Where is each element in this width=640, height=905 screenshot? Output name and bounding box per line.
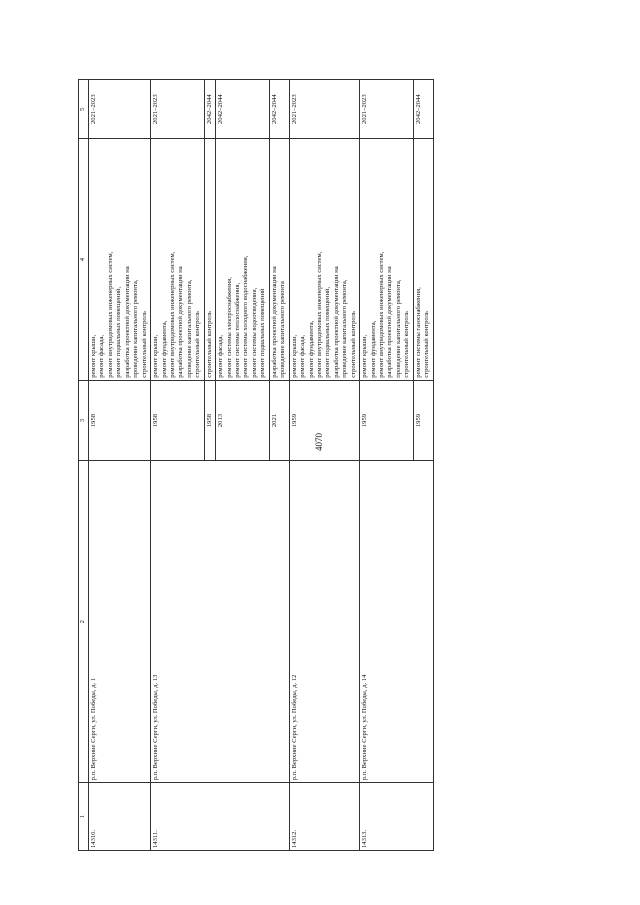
works-cell <box>269 139 289 380</box>
work-item: ремонт системы водоотведения, <box>250 287 258 378</box>
header-cell: 4 <box>79 139 89 380</box>
works-cell <box>216 139 270 380</box>
address-cell: р.п. Верхние Серги, ул. Победы, д. 13 <box>151 461 290 783</box>
work-item: строительный контроль <box>349 311 357 378</box>
work-item: ремонт системы электроснабжения, <box>225 277 233 378</box>
work-item: ремонт фундамента, <box>307 320 315 378</box>
works-cell <box>89 139 151 380</box>
period-cell: 2021–2023 <box>289 80 360 139</box>
work-item: ремонт внутридомовых инженерных систем, <box>315 251 323 378</box>
year-cell: 1958 <box>204 380 215 460</box>
works-cell <box>289 139 360 380</box>
work-item: разработка проектной документации на <box>123 266 131 378</box>
works-cell <box>360 139 414 380</box>
row-number-cell: 14311. <box>151 783 290 851</box>
work-item: ремонт фундамента, <box>369 320 377 378</box>
header-cell: 5 <box>79 80 89 139</box>
works-cell <box>151 139 205 380</box>
row-number-cell: 14312. <box>289 783 360 851</box>
row-number-cell: 14313. <box>360 783 434 851</box>
work-item: ремонт подвальных помещений <box>259 288 267 378</box>
document-table-wrapper <box>78 79 578 851</box>
period-cell: 2021–2023 <box>89 80 151 139</box>
work-item: разработка проектной документации на <box>386 266 394 378</box>
work-item: ремонт подвальных помещений, <box>115 286 123 378</box>
work-item: разработка проектной документации на <box>332 266 340 378</box>
work-item: ремонт системы холодного водоснабжения, <box>242 255 250 378</box>
work-item: проведение капитального ремонта, <box>341 279 349 378</box>
work-item: ремонт системы теплоснабжения, <box>234 282 241 378</box>
table-row <box>89 80 151 851</box>
work-item: строительный контроль <box>423 311 431 378</box>
work-item: ремонт крыши, <box>361 334 369 378</box>
work-item: проведение капитального ремонта, <box>394 279 402 378</box>
address-cell: р.п. Верхние Серги, ул. Победы, д. 14 <box>360 461 434 783</box>
work-item: строительный контроль <box>205 311 213 378</box>
work-item: строительный контроль <box>194 311 202 378</box>
period-cell: 2021–2023 <box>360 80 414 139</box>
period-cell: 2042–2044 <box>413 80 433 139</box>
work-item: ремонт фасада, <box>299 334 307 378</box>
year-cell: 1959 <box>289 380 360 460</box>
work-item: строительный контроль <box>140 311 148 378</box>
work-item: ремонт крыши, <box>90 334 97 378</box>
header-cell: 1 <box>79 783 89 851</box>
work-item: ремонт крыши, <box>152 334 160 378</box>
header-cell: 3 <box>79 380 89 460</box>
work-item: ремонт фундамента, <box>160 320 168 378</box>
period-cell: 2021–2023 <box>151 80 205 139</box>
work-item: ремонт крыши, <box>290 334 298 378</box>
work-item: проведение капитального ремонта, <box>132 279 140 378</box>
year-cell: 1959 <box>360 380 414 460</box>
work-item: ремонт внутридомовых инженерных систем, <box>106 251 114 378</box>
work-item: проведение капитального ремонта, <box>185 279 193 378</box>
work-item: ремонт фасада, <box>217 334 225 378</box>
header-row <box>79 80 89 851</box>
header-cell: 2 <box>79 461 89 783</box>
work-item: разработка проектной документации на <box>177 266 185 378</box>
work-item: ремонт фасада, <box>98 334 106 378</box>
period-cell: 2042–2044 <box>204 80 215 139</box>
work-item: ремонт подвальных помещений, <box>324 286 332 378</box>
work-item: ремонт внутридомовых инженерных систем, <box>378 251 385 378</box>
page-number: 4070 <box>314 433 324 451</box>
year-cell: 2021 <box>269 380 289 460</box>
address-cell: р.п. Верхние Серги, ул. Победы, д. 12 <box>289 461 360 783</box>
row-number-cell: 14310. <box>89 783 151 851</box>
year-cell: 1958 <box>151 380 205 460</box>
works-cell <box>413 139 433 380</box>
work-item: ремонт системы газоснабжения, <box>414 287 422 378</box>
table-row <box>151 80 205 851</box>
table-row <box>360 80 414 851</box>
work-item: проведение капитального ремонта <box>279 281 287 378</box>
work-item: строительный контроль <box>403 311 411 378</box>
table-row <box>289 80 360 851</box>
capital-repair-table <box>78 79 434 851</box>
year-cell: 1958 <box>89 380 151 460</box>
year-cell: 1959 <box>413 380 433 460</box>
period-cell: 2042–2044 <box>216 80 270 139</box>
address-cell: р.п. Верхние Серги, ул. Победы, д. 1 <box>89 461 151 783</box>
works-cell <box>204 139 215 380</box>
work-item: ремонт внутридомовых инженерных систем, <box>168 251 176 378</box>
work-item: разработка проектной документации на <box>270 266 278 378</box>
period-cell: 2042–2044 <box>269 80 289 139</box>
year-cell: 2013 <box>216 380 270 460</box>
